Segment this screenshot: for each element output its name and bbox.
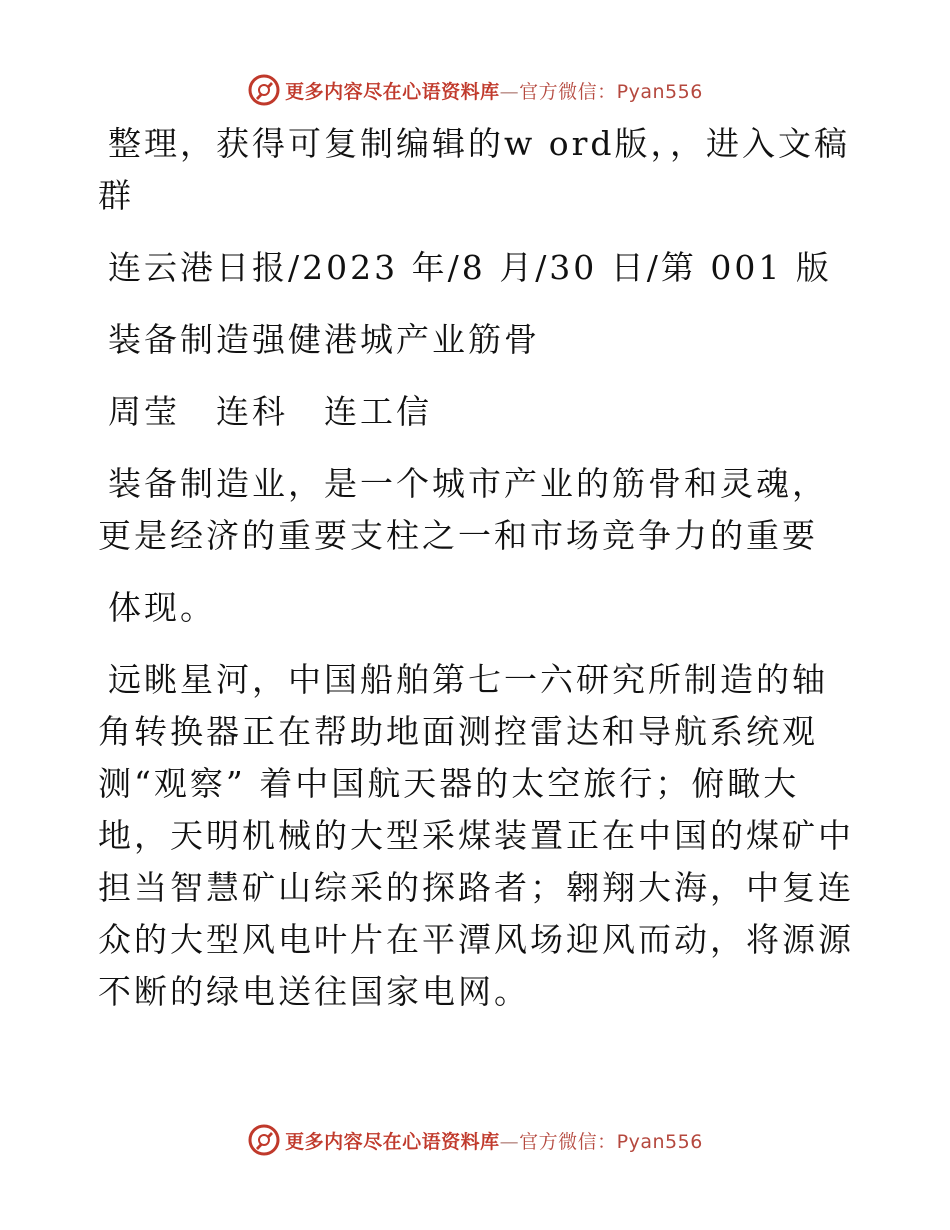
footer-watermark-banner [0,1120,950,1160]
article-title: 装备制造强健港城产业筋骨 [108,320,540,359]
body-paragraph-continuation: 体现。 [108,588,216,627]
banner-contact-text: 官方微信：Pyan556 [519,80,703,103]
header-watermark-banner [0,70,950,110]
banner-contact-text: 官方微信：Pyan556 [519,1130,703,1153]
intro-line: 整理，获得可复制编辑的w ord版，，进入文稿群 [98,124,851,215]
body-paragraph: 装备制造业，是一个城市产业的筋骨和灵魂，更是经济的重要支柱之一和市场竞争力的重要 [98,464,828,555]
banner-site-text: 更多内容尽在心语资料库 [285,1130,500,1153]
banner-site-text: 更多内容尽在心语资料库 [285,80,500,103]
document-body [98,118,858,1038]
body-paragraph: 远眺星河，中国船舶第七一六研究所制造的轴角转换器正在帮助地面测控雷达和导航系统观测“观察” 着中国航天器的太空旅行；俯瞰大地，天明机械的大型采煤装置正在中国的煤矿中担当智慧矿山综采的探路者；翱翔大海，中复连众的大型风电叶片在平潭风场迎风而动，将源源不断的绿电送往国家电网。 [98,660,854,1011]
author-line: 周莹 连科 连工信 [108,392,432,431]
banner-text [285,1127,703,1154]
banner-separator: — [499,80,520,103]
banner-text [285,77,703,104]
source-line: 连云港日报/2023 年/8 月/30 日/第 001 版 [108,248,832,287]
quill-logo-icon [247,1123,281,1157]
quill-logo-icon [247,73,281,107]
banner-separator: — [499,1130,520,1153]
